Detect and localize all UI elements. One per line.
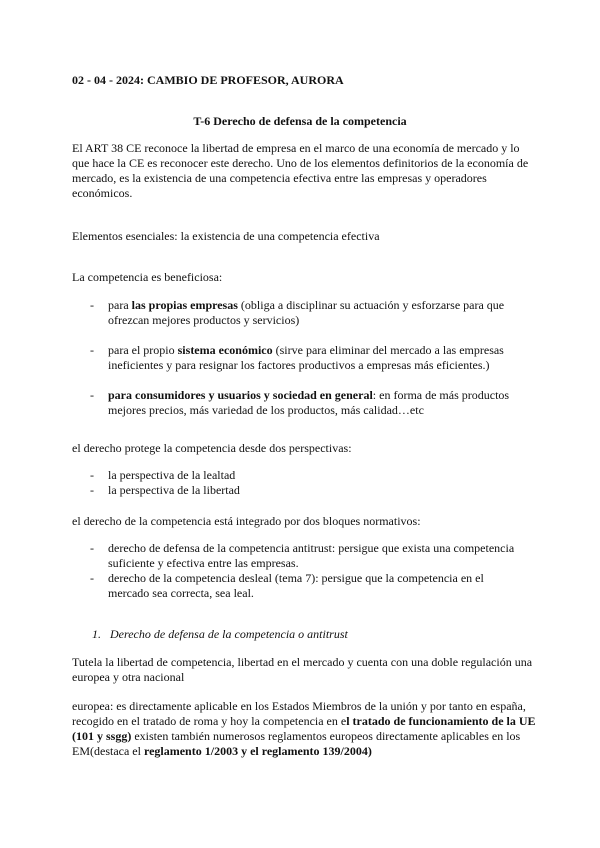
section-number: 1. xyxy=(92,627,101,641)
benefit-intro: La competencia es beneficiosa: xyxy=(72,270,223,284)
dash-bullet: - xyxy=(90,571,94,585)
europea-text-2: existen también numerosos reglamentos europeos directamente aplicables en los EM(destaca el xyxy=(72,729,521,758)
perspective-text: la perspectiva de la libertad xyxy=(108,483,240,497)
benefits-list xyxy=(72,298,522,433)
benefit-bold: para consumidores y usuarios y sociedad en general xyxy=(108,388,373,402)
section-title: Derecho de defensa de la competencia o antitrust xyxy=(110,627,348,641)
benefit-post: (sirve para eliminar del mercado a las empresas ineficientes y para resignar los factores productivos a empresas más eficientes.) xyxy=(108,343,504,372)
intro-paragraph: El ART 38 CE reconoce la libertad de empresa en el marco de una economía de mercado y lo que hace la CE es reconocer este derecho. Uno de los elementos definitorios de la economía de mercado, es la existencia de una competencia efectiva entre las empresas y operadores económicos. xyxy=(72,141,529,200)
perspectives-list xyxy=(72,468,522,498)
list-item xyxy=(72,541,522,571)
list-item xyxy=(72,483,522,498)
europea-text-1: europea: es directamente aplicable en los Estados Miembros de la unión y por tanto en españa, recogido en el tratado de roma y hoy la competencia en e xyxy=(72,699,526,728)
dash-bullet: - xyxy=(90,298,94,312)
europea-bold-1: l tratado de funcionamiento de la UE (101 y ssgg) xyxy=(72,714,536,743)
dash-bullet: - xyxy=(90,483,94,497)
dash-bullet: - xyxy=(90,388,94,402)
benefit-post: : en forma de más productos mejores precios, más variedad de los productos, más calidad…etc xyxy=(108,388,510,417)
list-item xyxy=(72,468,522,483)
europea-paragraph xyxy=(72,699,536,759)
block-text: derecho de defensa de la competencia antitrust: persigue que exista una competencia suficiente y efectiva entre las empresas. xyxy=(108,541,515,570)
dash-bullet: - xyxy=(90,343,94,357)
topic-title: T-6 Derecho de defensa de la competencia xyxy=(193,114,407,128)
benefit-bold: sistema económico xyxy=(177,343,273,357)
benefit-pre: para xyxy=(108,298,132,312)
benefit-bold: las propias empresas xyxy=(131,298,238,312)
blocks-list xyxy=(72,541,522,601)
tutela-paragraph: Tutela la libertad de competencia, libertad en el mercado y cuenta con una doble regulación una europea y otra nacional xyxy=(72,655,533,684)
perspectives-intro: el derecho protege la competencia desde dos perspectivas: xyxy=(72,441,352,455)
list-item xyxy=(72,298,522,328)
benefit-post: (obliga a disciplinar su actuación y esforzarse para que ofrezcan mejores productos y servicios) xyxy=(108,298,505,327)
list-item xyxy=(72,388,522,418)
elements-paragraph: Elementos esenciales: la existencia de una competencia efectiva xyxy=(72,229,380,243)
dash-bullet: - xyxy=(90,541,94,555)
blocks-intro: el derecho de la competencia está integrado por dos bloques normativos: xyxy=(72,514,421,528)
date-heading: 02 - 04 - 2024: CAMBIO DE PROFESOR, AURORA xyxy=(72,73,344,87)
benefit-pre: para el propio xyxy=(108,343,178,357)
perspective-text: la perspectiva de la lealtad xyxy=(108,468,236,482)
list-item xyxy=(72,343,522,373)
list-item xyxy=(72,571,522,601)
europea-bold-2: reglamento 1/2003 y el reglamento 139/2004) xyxy=(143,744,372,758)
dash-bullet: - xyxy=(90,468,94,482)
block-text: derecho de la competencia desleal (tema 7): persigue que la competencia en el mercado sea correcta, sea leal. xyxy=(108,571,484,600)
section-heading xyxy=(92,627,348,642)
